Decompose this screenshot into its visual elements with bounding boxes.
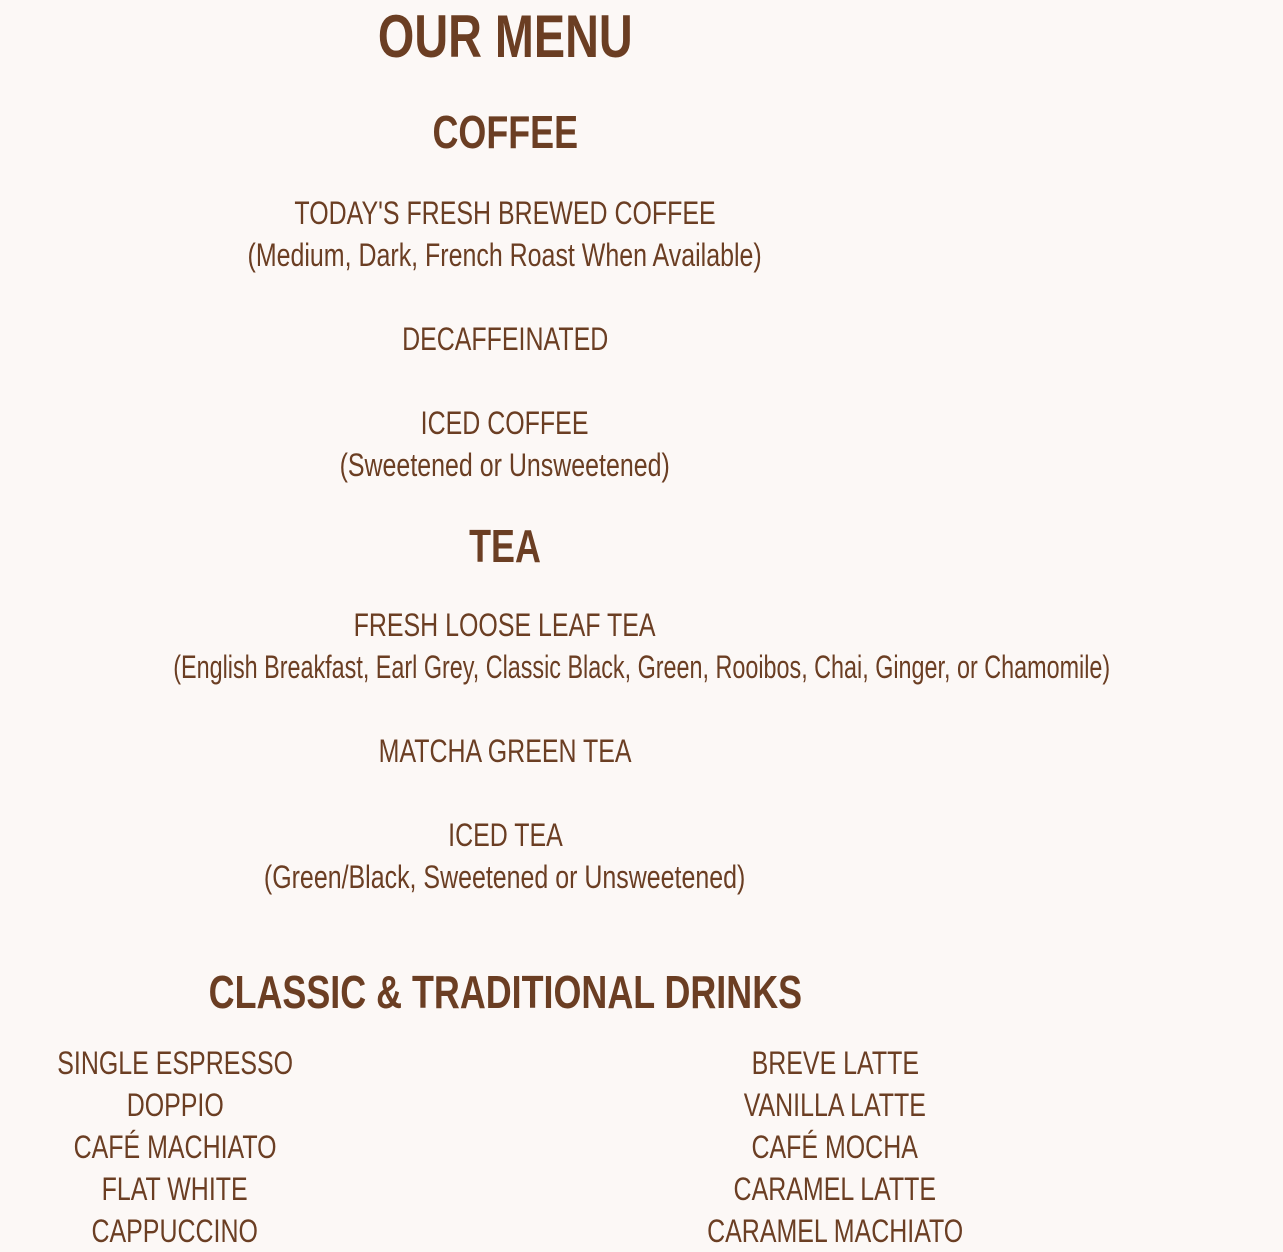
coffee-heading: COFFEE — [432, 106, 578, 158]
tea-item-name: MATCHA GREEN TEA — [378, 733, 632, 769]
tea-item-note: (Green/Black, Sweetened or Unsweetened) — [264, 859, 746, 895]
coffee-item-name: TODAY'S FRESH BREWED COFFEE — [294, 195, 716, 231]
list-item: CAFÉ MACHIATO — [73, 1129, 277, 1165]
list-item: VANILLA LATTE — [743, 1087, 927, 1123]
list-item: CAFÉ MOCHA — [751, 1129, 919, 1165]
tea-heading: TEA — [469, 520, 541, 572]
classic-right-column — [660, 1042, 1010, 1252]
coffee-item-note: (Medium, Dark, French Roast When Available) — [247, 237, 763, 273]
classic-left-column — [20, 1042, 330, 1252]
list-item: BREVE LATTE — [751, 1045, 919, 1081]
list-item: DOPPIO — [126, 1087, 224, 1123]
tea-item-name: FRESH LOOSE LEAF TEA — [354, 607, 656, 643]
list-item: CAPPUCCINO — [91, 1213, 259, 1249]
tea-item-note: (English Breakfast, Earl Grey, Classic Black, Green, Rooibos, Chai, Ginger, or Chamomile) — [173, 649, 1111, 685]
coffee-item-name: ICED COFFEE — [421, 405, 589, 441]
list-item: SINGLE ESPRESSO — [57, 1045, 293, 1081]
list-item: CARAMEL MACHIATO — [706, 1213, 964, 1249]
coffee-item-note: (Sweetened or Unsweetened) — [339, 447, 671, 483]
tea-item-name: ICED TEA — [447, 817, 563, 853]
list-item: FLAT WHITE — [101, 1171, 249, 1207]
list-item: CARAMEL LATTE — [733, 1171, 937, 1207]
classic-heading: CLASSIC & TRADITIONAL DRINKS — [208, 966, 802, 1018]
menu-title: OUR MENU — [377, 3, 633, 70]
coffee-item-name: DECAFFEINATED — [401, 321, 609, 357]
